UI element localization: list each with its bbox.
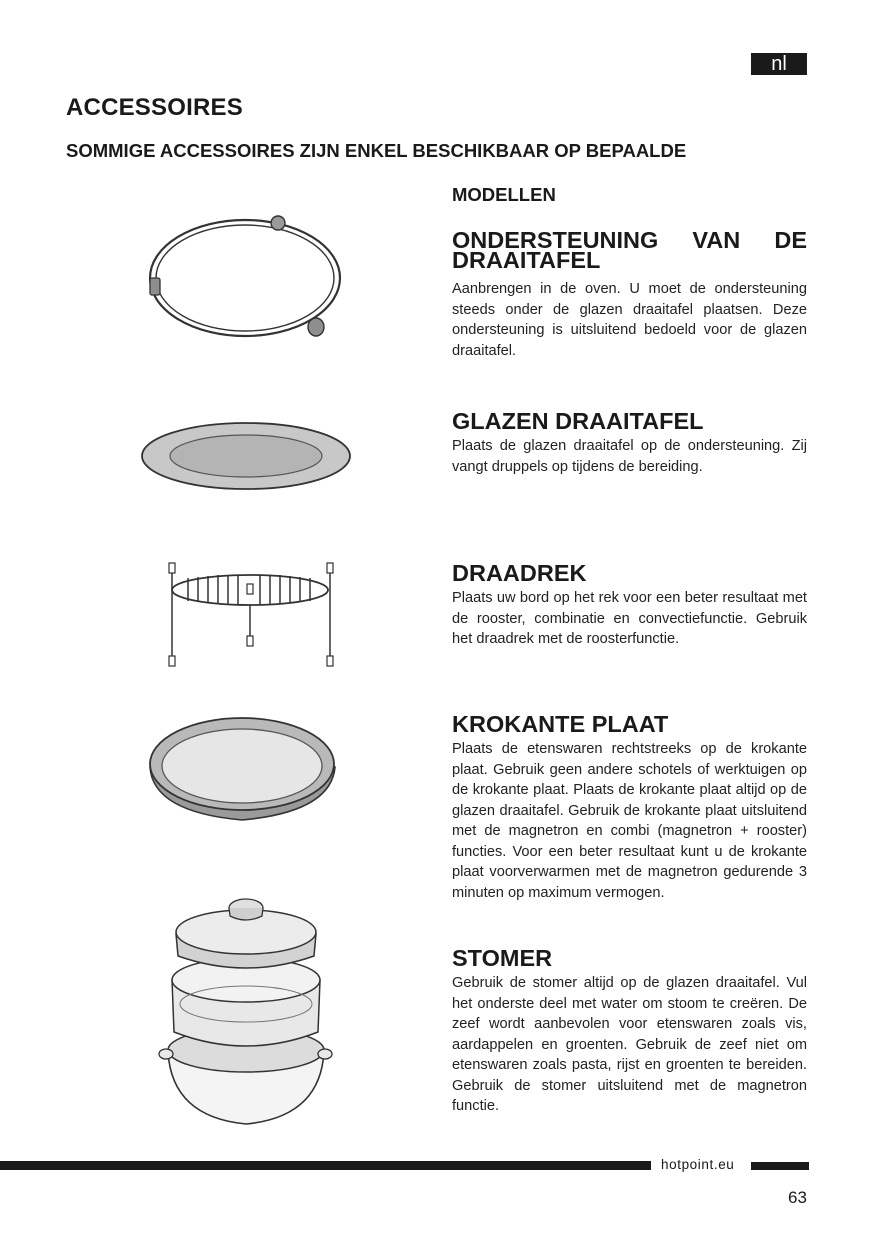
section-crisp-plate bbox=[452, 711, 807, 903]
section-heading: DRAADREK bbox=[452, 560, 587, 586]
subtitle-continued: MODELLEN bbox=[452, 184, 556, 205]
section-text: Plaats uw bord op het rek voor een beter resultaat met de rooster, combinatie en convectiefunctie. Gebruik het draadrek met de roosterfunctie. bbox=[452, 590, 807, 647]
section-steamer bbox=[452, 945, 807, 1117]
page-number: 63 bbox=[788, 1188, 807, 1207]
crisp-plate-icon bbox=[145, 712, 340, 827]
section-text: Plaats de glazen draaitafel op de ondersteuning. Zij vangt druppels op tijdens de bereiding. bbox=[452, 438, 807, 475]
section-text: Aanbrengen in de oven. U moet de ondersteuning steeds onder de glazen draaitafel plaatsen. Deze ondersteuning is uitsluitend bedoeld voor de glazen draaitafel. bbox=[452, 281, 807, 359]
section-turntable-support bbox=[452, 227, 807, 361]
section-glass-turntable bbox=[452, 408, 807, 477]
footer-divider-right bbox=[751, 1162, 809, 1170]
turntable-support-ring-icon bbox=[140, 210, 350, 345]
section-heading: STOMER bbox=[452, 945, 553, 971]
wire-rack-icon bbox=[160, 558, 345, 673]
footer-brand: hotpoint.eu bbox=[661, 1157, 735, 1172]
section-heading: ONDERSTEUNING VAN DE DRAAITAFEL bbox=[452, 227, 807, 273]
section-text: Plaats de etenswaren rechtstreeks op de krokante plaat. Gebruik geen andere schotels of werktuigen op de krokante plaat. Plaats de krokante plaat altijd op de glazen draaitafel. Gebruik de krokante plaat uitsluitend met de magnetron en combi (magnetron + rooster) functies. Voor een beter resultaat kunt u de krokante plaat voorverwarmen met de magnetron gedurende 3 minuten op maximum vermogen. bbox=[452, 741, 807, 901]
subtitle: SOMMIGE ACCESSOIRES ZIJN ENKEL BESCHIKBAAR OP BEPAALDE bbox=[66, 140, 687, 161]
section-text: Gebruik de stomer altijd op de glazen draaitafel. Vul het onderste deel met water om stoom te creëren. De zeef wordt aanbevolen voor etenswaren zoals vis, aardappelen en groenten. Gebruik de zeef niet om etenswaren zoals pasta, rijst en groenten te bereiden. Gebruik de stomer uitsluitend met de magnetron functie. bbox=[452, 975, 807, 1114]
page-title: ACCESSOIRES bbox=[66, 94, 243, 121]
language-badge: nl bbox=[751, 53, 807, 75]
section-heading: GLAZEN DRAAITAFEL bbox=[452, 408, 704, 434]
section-wire-rack bbox=[452, 560, 807, 650]
section-heading: KROKANTE PLAAT bbox=[452, 711, 669, 737]
steamer-icon bbox=[158, 892, 333, 1127]
glass-turntable-icon bbox=[140, 418, 355, 496]
footer-divider-left bbox=[0, 1161, 651, 1170]
